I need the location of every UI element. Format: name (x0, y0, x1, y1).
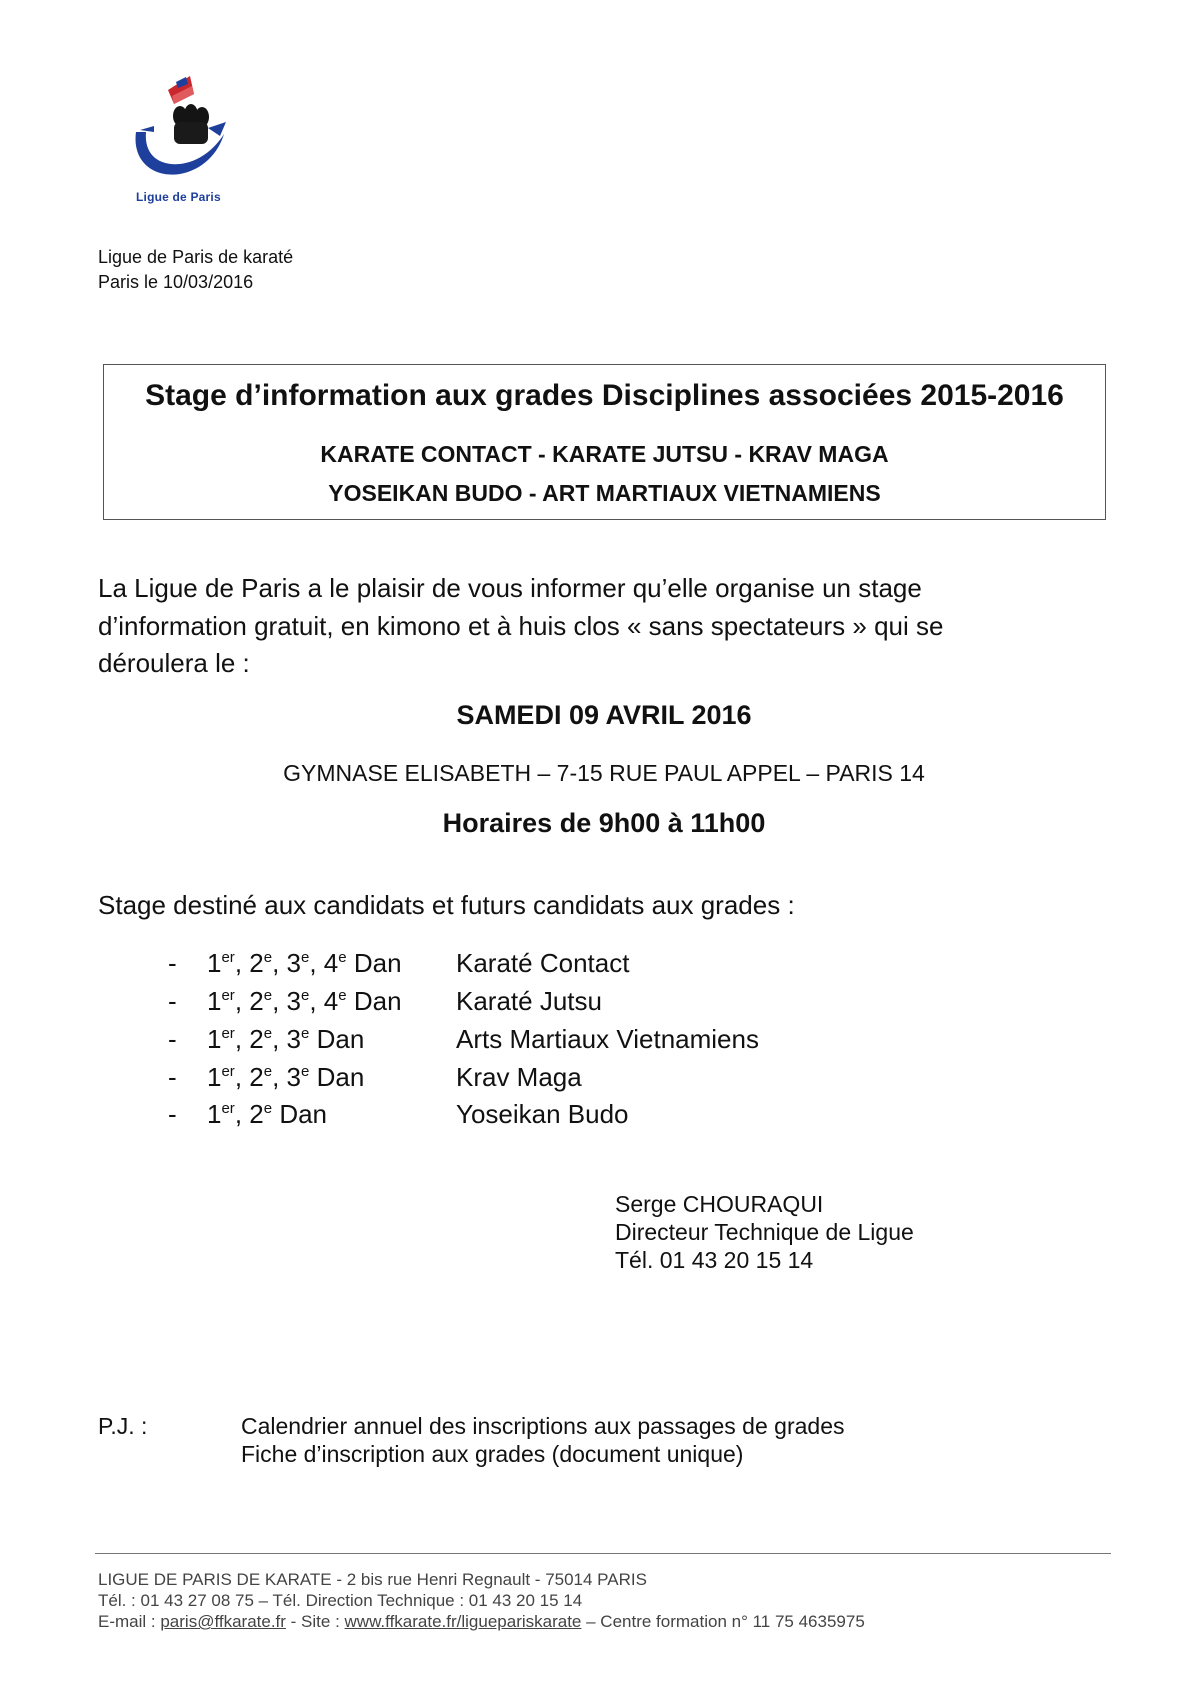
signatory-name: Serge CHOURAQUI (615, 1191, 824, 1217)
footer-contact (98, 1612, 865, 1632)
signatory-role: Directeur Technique de Ligue (615, 1219, 914, 1245)
sender-organization: Ligue de Paris de karaté (98, 247, 294, 267)
intro-paragraph (98, 570, 1058, 683)
site-label: - Site : (285, 1612, 345, 1631)
event-location: GYMNASE ELISABETH – 7-15 RUE PAUL APPEL – PARIS 14 (283, 760, 925, 786)
website-link[interactable]: www.ffkarate.fr/liguepariskarate (344, 1612, 582, 1631)
footer-phones: Tél. : 01 43 27 08 75 – Tél. Direction Technique : 01 43 20 15 14 (98, 1591, 583, 1610)
document-date: Paris le 10/03/2016 (98, 272, 254, 292)
footer-divider (95, 1553, 1111, 1554)
logo-fists-icon (173, 104, 209, 144)
list-bullet: - (168, 986, 177, 1016)
logo-caption: Ligue de Paris (136, 190, 221, 204)
document-title: Stage d’information aux grades Disciplines associées 2015-2016 (145, 379, 1064, 412)
training-center-number: – Centre formation n° 11 75 4635975 (581, 1612, 865, 1631)
disciplines-line-2: YOSEIKAN BUDO - ART MARTIAUX VIETNAMIENS (328, 480, 881, 506)
event-date: SAMEDI 09 AVRIL 2016 (456, 700, 752, 730)
ligue-de-paris-logo (128, 70, 248, 210)
footer-address: LIGUE DE PARIS DE KARATE - 2 bis rue Henri Regnault - 75014 PARIS (98, 1570, 647, 1589)
logo-flag-icon (168, 76, 194, 104)
grade-discipline: Karaté Jutsu (456, 986, 602, 1016)
grade-discipline: Arts Martiaux Vietnamiens (456, 1024, 759, 1054)
grade-levels: 1er, 2e Dan (207, 1099, 328, 1129)
grade-levels: 1er, 2e, 3e Dan (207, 1024, 365, 1054)
email-link[interactable]: paris@ffkarate.fr (160, 1612, 286, 1631)
title-box (103, 364, 1106, 520)
grade-discipline: Krav Maga (456, 1062, 582, 1092)
list-bullet: - (168, 1024, 177, 1054)
email-label: E-mail : (98, 1612, 161, 1631)
list-bullet: - (168, 1062, 177, 1092)
attachments-label: P.J. : (98, 1413, 148, 1439)
intro-line: d’information gratuit, en kimono et à huis clos « sans spectateurs » qui se (98, 610, 944, 641)
list-bullet: - (168, 1099, 177, 1129)
intro-line: La Ligue de Paris a le plaisir de vous informer qu’elle organise un stage (98, 573, 922, 603)
grade-levels: 1er, 2e, 3e Dan (207, 1062, 365, 1092)
grade-levels: 1er, 2e, 3e, 4e Dan (207, 986, 402, 1016)
attachment-item: Fiche d’inscription aux grades (document unique) (241, 1441, 744, 1467)
disciplines-line-1: KARATE CONTACT - KARATE JUTSU - KRAV MAGA (320, 441, 889, 467)
target-audience-text: Stage destiné aux candidats et futurs candidats aux grades : (98, 890, 795, 920)
attachment-item: Calendrier annuel des inscriptions aux passages de grades (241, 1413, 845, 1439)
signatory-phone: Tél. 01 43 20 15 14 (615, 1247, 814, 1273)
grade-discipline: Yoseikan Budo (456, 1099, 629, 1129)
event-hours: Horaires de 9h00 à 11h00 (442, 808, 766, 838)
list-bullet: - (168, 948, 177, 978)
intro-line: déroulera le : (98, 648, 250, 678)
grade-levels: 1er, 2e, 3e, 4e Dan (207, 948, 402, 978)
grade-discipline: Karaté Contact (456, 948, 630, 978)
